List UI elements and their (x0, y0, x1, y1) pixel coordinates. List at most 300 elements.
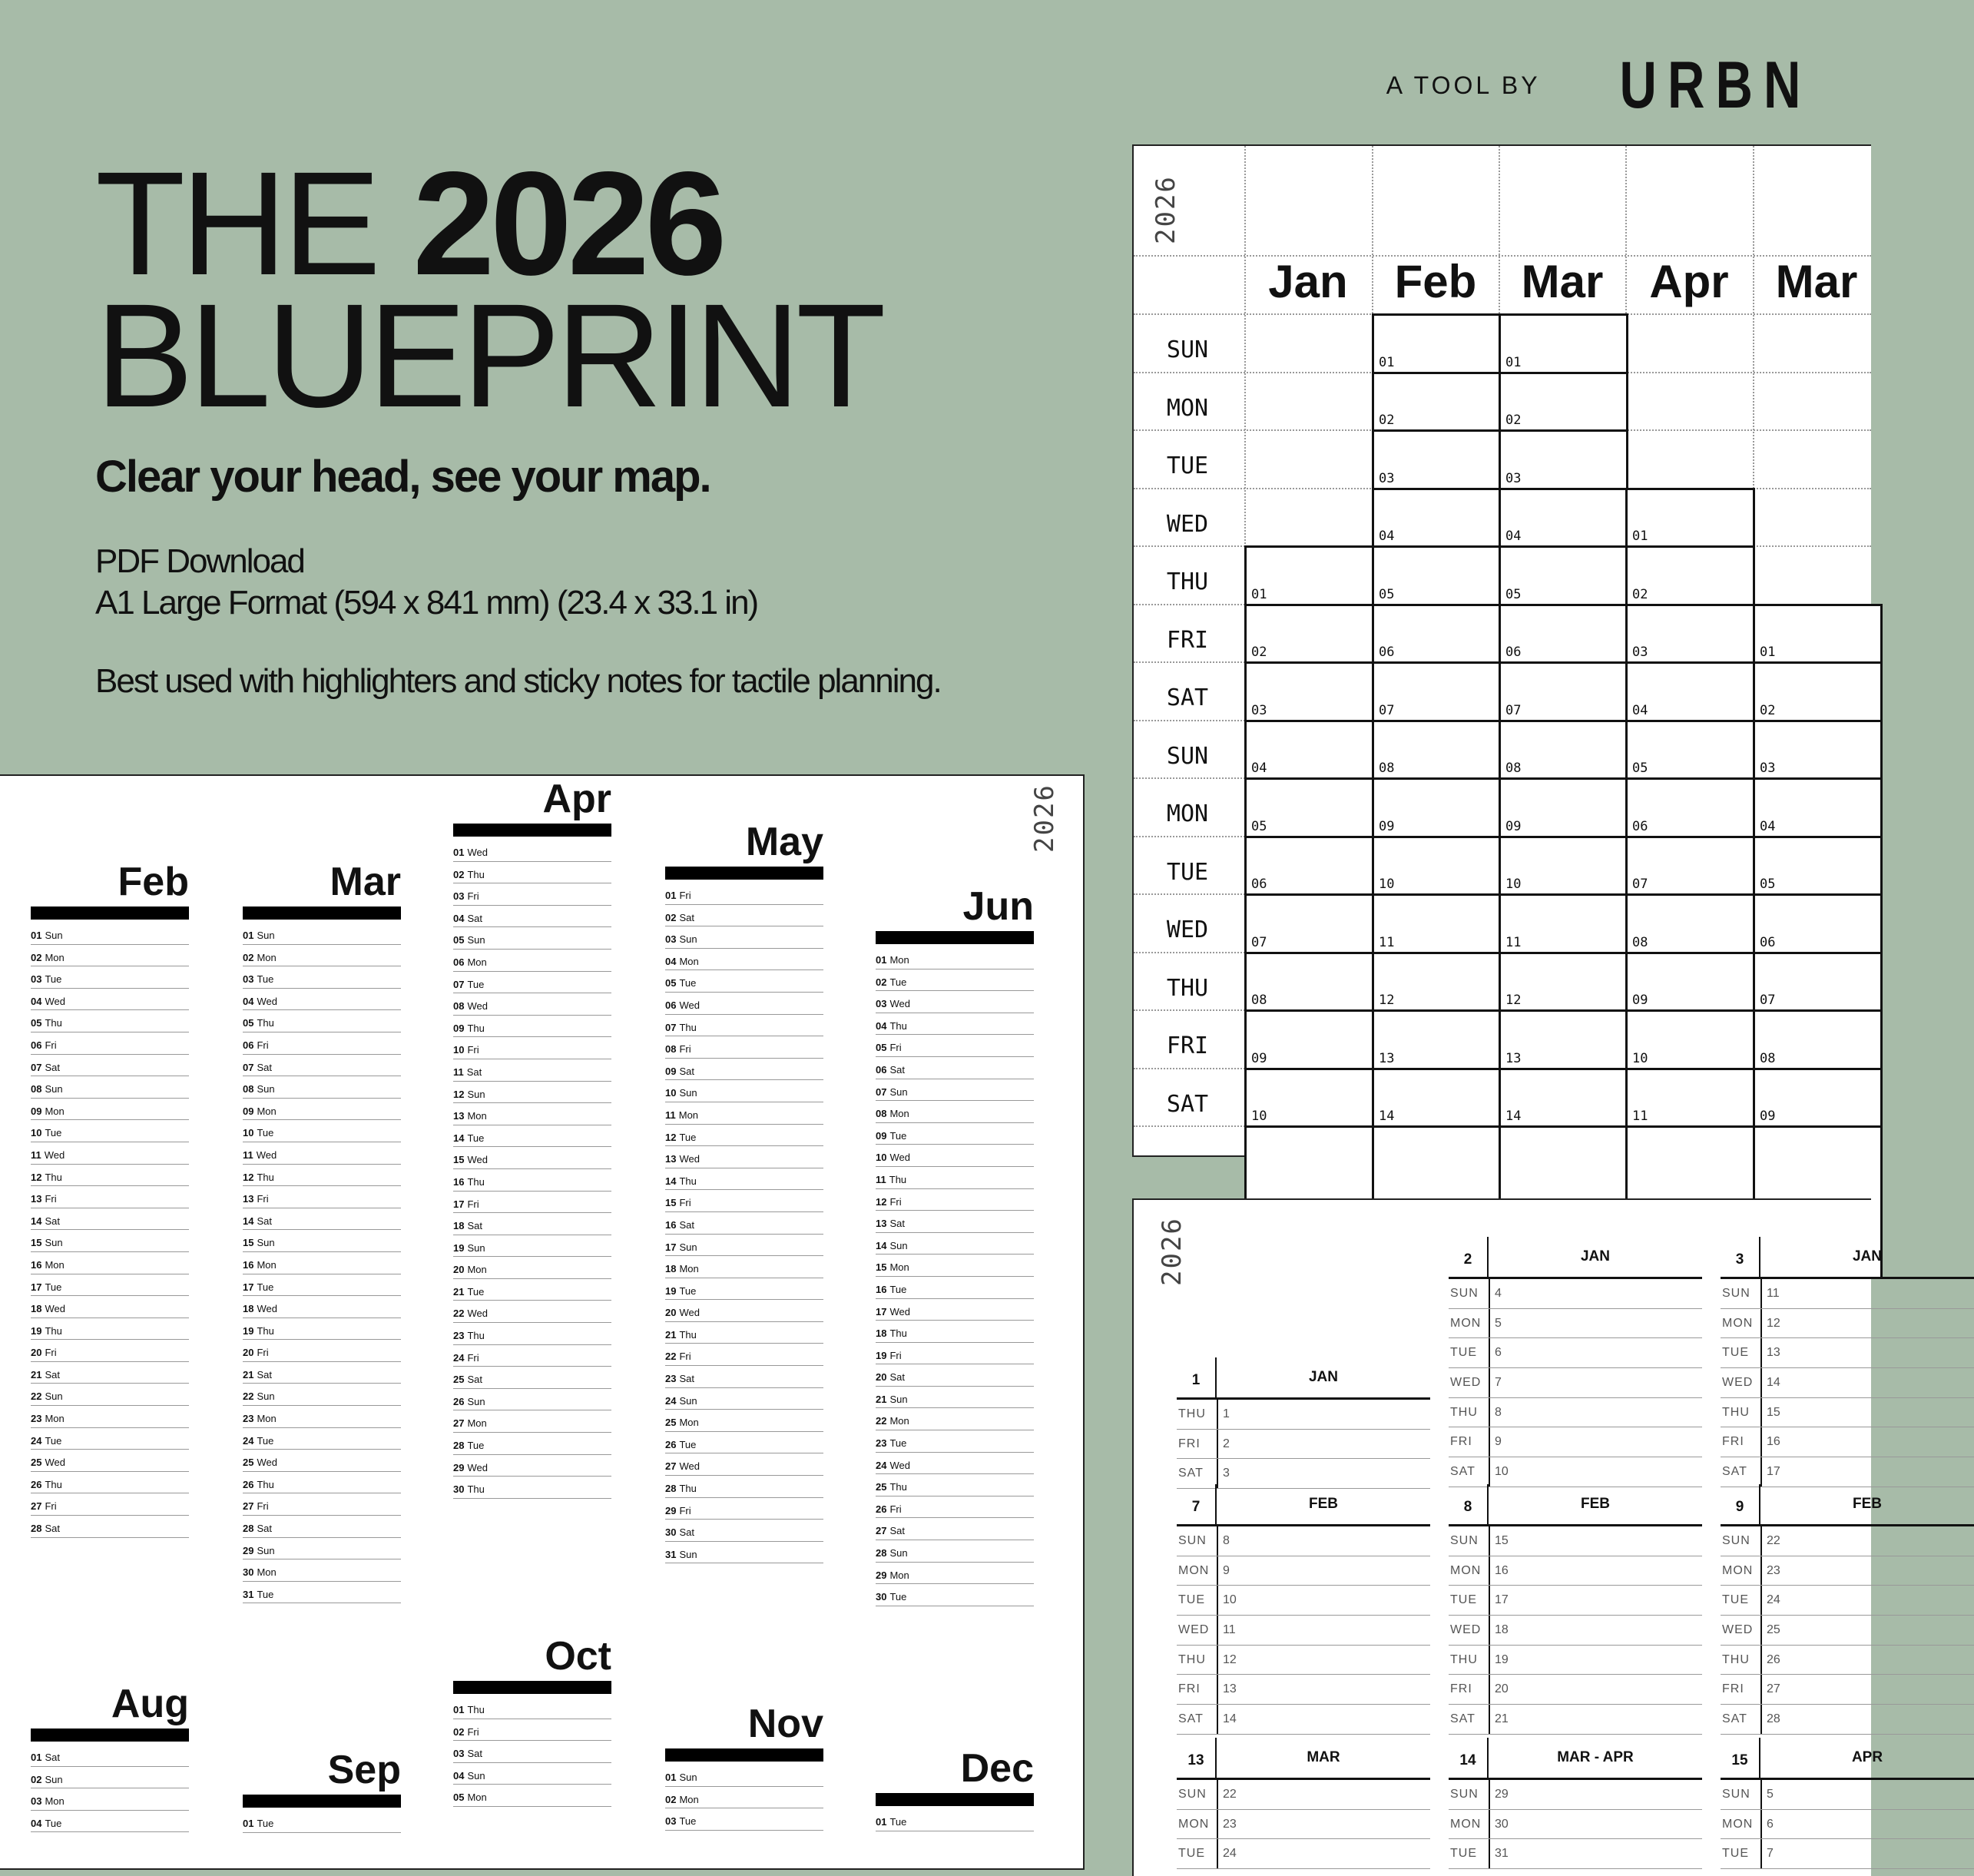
month-list-jun (876, 885, 1034, 1606)
weekday-label: SAT (1166, 684, 1209, 711)
grid-day-cell: 06 (1372, 604, 1502, 665)
day-row: 20 Sat (876, 1364, 1034, 1387)
week-day-row: WED 18 (1449, 1616, 1702, 1646)
week-day-row: TUE 17 (1449, 1586, 1702, 1616)
day-row: 05 Sun (453, 927, 611, 950)
grid-day-cell: 07 (1244, 893, 1374, 954)
week-block (1721, 1237, 1974, 1487)
day-row: 17 Wed (876, 1299, 1034, 1321)
grid-month-header: Jan (1268, 256, 1348, 307)
week-block (1449, 1484, 1702, 1735)
week-day-row: MON 6 (1721, 1810, 1974, 1840)
week-day-row: SAT 10 (1449, 1457, 1702, 1487)
day-row: 05 Mon (453, 1785, 611, 1807)
week-day-row: FRI 9 (1449, 1427, 1702, 1457)
day-row: 03 Sat (453, 1741, 611, 1763)
day-row: 22 Fri (665, 1344, 823, 1366)
day-row: 05 Thu (31, 1010, 189, 1032)
day-row: 13 Sat (876, 1211, 1034, 1233)
month-name: Sep (327, 1748, 401, 1792)
day-row: 26 Sun (453, 1389, 611, 1411)
week-day-row: THU 1 (1177, 1400, 1430, 1430)
week-header (1449, 1237, 1702, 1279)
grid-day-cell: 03 (1372, 429, 1502, 490)
grid-month-header: Mar (1775, 256, 1858, 307)
day-row: 14 Tue (453, 1125, 611, 1148)
day-row: 02 Mon (243, 945, 401, 967)
day-row: 07 Sun (876, 1079, 1034, 1102)
grid-day-cell: 04 (1499, 488, 1628, 549)
month-list-feb (31, 860, 189, 1538)
day-row: 02 Sat (665, 905, 823, 927)
day-row: 15 Mon (876, 1255, 1034, 1277)
day-row: 21 Thu (665, 1322, 823, 1344)
day-row: 14 Thu (665, 1168, 823, 1191)
day-row: 27 Fri (243, 1493, 401, 1516)
weekday-label: TUE (1166, 858, 1209, 886)
grid-day-cell: 02 (1244, 604, 1374, 665)
grid-day-cell: 08 (1244, 952, 1374, 1013)
day-row: 16 Thu (453, 1169, 611, 1192)
day-row: 09 Sat (665, 1059, 823, 1081)
brand-tagline: A TOOL BY (1386, 71, 1541, 99)
week-month: APR (1851, 1749, 1883, 1765)
week-day-row: TUE 6 (1449, 1338, 1702, 1368)
weekday-label: WED (1166, 510, 1209, 538)
week-block (1177, 1357, 1430, 1489)
day-row: 01 Sun (31, 923, 189, 945)
grid-day-cell: 03 (1753, 720, 1883, 781)
day-row: 08 Fri (665, 1036, 823, 1059)
week-month: FEB (1309, 1496, 1338, 1512)
month-name: Apr (542, 777, 611, 821)
month-list-sep (243, 1748, 401, 1833)
week-day-row: TUE 13 (1721, 1338, 1974, 1368)
week-day-row: TUE 24 (1721, 1586, 1974, 1616)
month-name: Aug (111, 1682, 189, 1726)
day-row: 09 Thu (453, 1016, 611, 1038)
week-header (1449, 1738, 1702, 1780)
week-day-row: FRI 27 (1721, 1675, 1974, 1705)
grid-day-cell: 04 (1244, 720, 1374, 781)
day-row: 29 Sun (243, 1538, 401, 1560)
day-row: 01 Sun (243, 923, 401, 945)
week-day-row: MON 16 (1449, 1556, 1702, 1586)
day-row: 13 Fri (31, 1186, 189, 1208)
day-row: 06 Fri (31, 1032, 189, 1055)
day-row: 11 Wed (31, 1142, 189, 1165)
week-header (1177, 1484, 1430, 1526)
day-row: 21 Sat (31, 1362, 189, 1384)
day-row: 29 Wed (453, 1455, 611, 1477)
grid-day-cell: 03 (1244, 661, 1374, 722)
day-row: 18 Mon (665, 1256, 823, 1278)
month-bar (876, 931, 1034, 944)
day-row: 12 Thu (243, 1165, 401, 1187)
weekday-label: FRI (1166, 1032, 1209, 1059)
day-row: 05 Thu (243, 1010, 401, 1032)
day-row: 01 Thu (453, 1697, 611, 1719)
day-row: 28 Tue (453, 1433, 611, 1455)
month-list-may (665, 820, 823, 1563)
day-row: 24 Wed (876, 1453, 1034, 1475)
day-row: 31 Tue (243, 1582, 401, 1604)
day-row: 11 Sat (453, 1059, 611, 1082)
month-bar (876, 1793, 1034, 1806)
week-day-row: SAT 17 (1721, 1457, 1974, 1487)
week-day-row: TUE 24 (1177, 1839, 1430, 1869)
day-row: 19 Thu (31, 1318, 189, 1341)
day-row: 07 Thu (665, 1015, 823, 1037)
month-name: Jun (962, 884, 1034, 929)
month-bar (243, 1795, 401, 1808)
weekday-label: SUN (1166, 742, 1209, 770)
day-row: 19 Fri (876, 1343, 1034, 1365)
weekly-calendar-preview (1132, 1198, 1883, 1876)
day-row: 13 Mon (453, 1103, 611, 1125)
day-row: 28 Sun (876, 1540, 1034, 1563)
grid-day-cell: 01 (1625, 488, 1755, 549)
day-row: 12 Tue (665, 1125, 823, 1147)
week-day-row: THU 8 (1449, 1398, 1702, 1428)
day-row: 02 Mon (665, 1787, 823, 1809)
grid-day-cell: 13 (1499, 1009, 1628, 1070)
grid-day-cell: 07 (1625, 836, 1755, 897)
usage-note: Best used with highlighters and sticky notes for tactile planning. (95, 662, 941, 700)
week-header (1721, 1237, 1974, 1279)
grid-day-cell: 05 (1499, 545, 1628, 606)
week-day-row: WED 11 (1177, 1616, 1430, 1646)
grid-day-cell: 07 (1753, 952, 1883, 1013)
day-row: 01 Fri (665, 883, 823, 905)
day-row: 08 Sun (243, 1076, 401, 1099)
grid-day-cell: 14 (1372, 1068, 1502, 1129)
day-row: 05 Tue (665, 970, 823, 993)
day-row: 29 Fri (665, 1498, 823, 1520)
weekly-year: 2026 (1157, 1217, 1187, 1286)
month-bar (665, 867, 823, 880)
day-row: 20 Fri (31, 1340, 189, 1362)
tagline: Clear your head, see your map. (95, 452, 710, 502)
day-row: 15 Fri (665, 1190, 823, 1212)
week-day-row: SUN 22 (1177, 1780, 1430, 1810)
day-row: 21 Sat (243, 1362, 401, 1384)
week-day-row: TUE 10 (1177, 1586, 1430, 1616)
day-row: 01 Sun (665, 1765, 823, 1787)
week-block (1449, 1237, 1702, 1487)
day-row: 10 Tue (243, 1120, 401, 1142)
day-row: 18 Sat (453, 1213, 611, 1235)
format-line-1: PDF Download (95, 542, 304, 580)
day-row: 09 Tue (876, 1123, 1034, 1145)
week-header (1177, 1738, 1430, 1780)
grid-day-cell: 10 (1244, 1068, 1374, 1129)
day-row: 14 Sat (31, 1208, 189, 1231)
day-row: 23 Mon (31, 1406, 189, 1428)
grid-month-header: Apr (1649, 256, 1729, 307)
day-row: 19 Sun (453, 1235, 611, 1258)
month-bar (243, 907, 401, 920)
day-row: 18 Wed (243, 1296, 401, 1318)
grid-day-cell: 04 (1625, 661, 1755, 722)
week-day-row: FRI 20 (1449, 1675, 1702, 1705)
grid-day-cell: 05 (1753, 836, 1883, 897)
week-number: 15 (1721, 1738, 1760, 1778)
day-row: 10 Tue (31, 1120, 189, 1142)
week-number: 3 (1721, 1237, 1760, 1277)
day-row: 08 Wed (453, 993, 611, 1016)
day-row: 23 Mon (243, 1406, 401, 1428)
grid-day-cell: 02 (1753, 661, 1883, 722)
day-row: 22 Sun (243, 1384, 401, 1406)
day-row: 24 Tue (31, 1428, 189, 1450)
week-day-row: MON 5 (1449, 1309, 1702, 1339)
day-row: 03 Tue (31, 966, 189, 989)
week-day-row: MON 9 (1177, 1556, 1430, 1586)
day-row: 17 Fri (453, 1192, 611, 1214)
day-row: 08 Mon (876, 1101, 1034, 1123)
day-row: 19 Thu (243, 1318, 401, 1341)
day-row: 01 Mon (876, 947, 1034, 969)
grid-day-cell: 01 (1372, 313, 1502, 374)
day-row: 03 Mon (31, 1788, 189, 1811)
day-row: 01 Sat (31, 1745, 189, 1767)
week-number: 1 (1177, 1357, 1217, 1397)
grid-day-cell: 09 (1753, 1068, 1883, 1129)
day-row: 30 Tue (876, 1584, 1034, 1606)
month-bar (31, 907, 189, 920)
day-row: 11 Thu (876, 1167, 1034, 1189)
week-header (1177, 1357, 1430, 1400)
day-row: 30 Sat (665, 1520, 823, 1542)
grid-day-cell: 06 (1753, 893, 1883, 954)
day-row: 01 Tue (243, 1811, 401, 1833)
day-row: 22 Sun (31, 1384, 189, 1406)
week-day-row: SUN 11 (1721, 1279, 1974, 1309)
week-day-row: SUN 29 (1449, 1780, 1702, 1810)
week-block (1721, 1484, 1974, 1735)
grid-year: 2026 (1151, 175, 1181, 244)
week-number: 13 (1177, 1738, 1217, 1778)
week-day-row: SUN 4 (1449, 1279, 1702, 1309)
day-row: 07 Tue (453, 972, 611, 994)
grid-day-cell: 01 (1244, 545, 1374, 606)
week-day-row: MON 30 (1449, 1810, 1702, 1840)
day-row: 11 Mon (665, 1102, 823, 1125)
day-row: 03 Wed (876, 991, 1034, 1013)
month-list-dec (876, 1747, 1034, 1831)
brand (1386, 48, 1811, 124)
day-row: 16 Mon (243, 1252, 401, 1274)
week-day-row: THU 15 (1721, 1398, 1974, 1428)
weekday-label: SUN (1166, 336, 1209, 363)
grid-day-cell: 06 (1244, 836, 1374, 897)
grid-day-cell: 06 (1499, 604, 1628, 665)
day-row: 06 Fri (243, 1032, 401, 1055)
month-list-apr (453, 777, 611, 1499)
day-row: 05 Fri (876, 1035, 1034, 1057)
day-row: 04 Mon (665, 949, 823, 971)
month-bar (665, 1748, 823, 1762)
grid-day-cell: 12 (1372, 952, 1502, 1013)
day-row: 14 Sun (876, 1233, 1034, 1255)
grid-day-cell: 10 (1499, 836, 1628, 897)
day-row: 10 Fri (453, 1037, 611, 1059)
day-row: 20 Fri (243, 1340, 401, 1362)
day-row: 25 Mon (665, 1410, 823, 1432)
day-row: 23 Thu (453, 1323, 611, 1345)
day-row: 26 Tue (665, 1432, 823, 1454)
week-day-row: TUE 7 (1721, 1839, 1974, 1869)
week-header (1721, 1484, 1974, 1526)
month-name: May (745, 820, 823, 864)
week-day-row: THU 26 (1721, 1646, 1974, 1675)
day-row: 12 Fri (876, 1189, 1034, 1211)
day-row: 13 Fri (243, 1186, 401, 1208)
weekday-label: SAT (1166, 1090, 1209, 1118)
day-row: 17 Tue (243, 1274, 401, 1297)
day-row: 28 Sat (243, 1516, 401, 1538)
month-name: Feb (118, 860, 189, 904)
grid-day-cell: 01 (1753, 604, 1883, 665)
grid-day-cell: 08 (1753, 1009, 1883, 1070)
day-row: 15 Wed (453, 1147, 611, 1169)
grid-month-header: Mar (1521, 256, 1604, 307)
title-year: 2026 (412, 141, 723, 306)
week-month: FEB (1853, 1496, 1882, 1512)
day-row: 02 Thu (453, 862, 611, 884)
week-header (1449, 1484, 1702, 1526)
week-day-row: WED 7 (1449, 1368, 1702, 1398)
title-line2: BLUEPRINT (95, 273, 882, 438)
day-row: 12 Thu (31, 1165, 189, 1187)
grid-day-cell: 07 (1499, 661, 1628, 722)
grid-day-cell: 10 (1625, 1009, 1755, 1070)
day-row: 02 Sun (31, 1767, 189, 1789)
week-month: MAR (1307, 1749, 1340, 1765)
month-list-mar (243, 860, 401, 1603)
day-row: 27 Fri (31, 1493, 189, 1516)
week-month: JAN (1852, 1248, 1882, 1264)
grid-day-cell: 04 (1372, 488, 1502, 549)
day-row: 16 Sat (665, 1212, 823, 1235)
day-row: 15 Sun (243, 1230, 401, 1252)
grid-day-cell: 13 (1372, 1009, 1502, 1070)
grid-day-cell: 11 (1499, 893, 1628, 954)
day-row: 25 Thu (876, 1474, 1034, 1496)
weekday-label: THU (1166, 568, 1209, 595)
week-day-row: MON 23 (1177, 1810, 1430, 1840)
day-row: 24 Tue (243, 1428, 401, 1450)
weekday-label: MON (1166, 800, 1209, 827)
day-row: 25 Sat (453, 1367, 611, 1389)
day-row: 04 Wed (31, 989, 189, 1011)
day-row: 24 Fri (453, 1345, 611, 1367)
day-row: 17 Tue (31, 1274, 189, 1297)
weekday-label: TUE (1166, 452, 1209, 479)
grid-day-cell: 05 (1625, 720, 1755, 781)
day-row: 22 Mon (876, 1408, 1034, 1430)
week-day-row: MON 12 (1721, 1309, 1974, 1339)
day-row: 27 Mon (453, 1410, 611, 1433)
week-day-row: FRI 13 (1177, 1675, 1430, 1705)
day-row: 09 Mon (243, 1099, 401, 1121)
week-header (1721, 1738, 1974, 1780)
grid-day-cell: 09 (1625, 952, 1755, 1013)
day-row: 04 Sat (453, 906, 611, 928)
week-number: 7 (1177, 1484, 1217, 1524)
week-day-row: SAT 3 (1177, 1459, 1430, 1489)
grid-day-cell: 08 (1625, 893, 1755, 954)
day-row: 28 Thu (665, 1476, 823, 1498)
week-block (1449, 1738, 1702, 1869)
day-row: 14 Sat (243, 1208, 401, 1231)
grid-day-cell: 09 (1372, 777, 1502, 838)
day-row: 03 Sun (665, 926, 823, 949)
grid-day-cell: 03 (1625, 604, 1755, 665)
day-row: 06 Mon (453, 950, 611, 972)
day-row: 28 Sat (31, 1516, 189, 1538)
day-row: 13 Wed (665, 1146, 823, 1168)
grid-day-cell: 02 (1372, 372, 1502, 433)
week-day-row: FRI 16 (1721, 1427, 1974, 1457)
day-row: 30 Mon (243, 1559, 401, 1582)
day-row: 17 Sun (665, 1235, 823, 1257)
day-row: 02 Mon (31, 945, 189, 967)
grid-day-cell: 07 (1372, 661, 1502, 722)
grid-day-cell: 02 (1625, 545, 1755, 606)
day-row: 02 Tue (876, 969, 1034, 992)
week-day-row: FRI 2 (1177, 1430, 1430, 1460)
list-year: 2026 (1029, 784, 1060, 853)
day-row: 16 Tue (876, 1277, 1034, 1299)
grid-day-cell: 11 (1625, 1068, 1755, 1129)
month-name: Mar (330, 860, 401, 904)
month-name: Nov (747, 1702, 823, 1746)
week-block (1177, 1738, 1430, 1869)
grid-day-cell: 09 (1499, 777, 1628, 838)
format-info (95, 541, 941, 624)
day-row: 30 Thu (453, 1477, 611, 1499)
day-row: 25 Wed (31, 1450, 189, 1472)
day-row: 21 Sun (876, 1387, 1034, 1409)
day-row: 12 Sun (453, 1082, 611, 1104)
day-row: 06 Wed (665, 993, 823, 1015)
day-row: 22 Wed (453, 1301, 611, 1323)
week-block (1721, 1738, 1974, 1869)
day-row: 01 Tue (876, 1809, 1034, 1831)
week-day-row: SUN 15 (1449, 1526, 1702, 1556)
day-row: 07 Sat (243, 1055, 401, 1077)
week-day-row: WED 14 (1721, 1368, 1974, 1398)
day-row: 10 Sun (665, 1080, 823, 1102)
day-row: 04 Thu (876, 1013, 1034, 1036)
grid-day-cell: 04 (1753, 777, 1883, 838)
week-day-row: WED 25 (1721, 1616, 1974, 1646)
format-line-2: A1 Large Format (594 x 841 mm) (23.4 x 33.1 in) (95, 584, 758, 621)
day-row: 19 Tue (665, 1278, 823, 1301)
grid-day-cell: 12 (1499, 952, 1628, 1013)
month-bar (453, 1681, 611, 1694)
day-row: 23 Sat (665, 1366, 823, 1388)
week-day-row: MON 23 (1721, 1556, 1974, 1586)
day-row: 26 Thu (243, 1472, 401, 1494)
day-row: 10 Wed (876, 1145, 1034, 1167)
day-row: 04 Wed (243, 989, 401, 1011)
week-number: 8 (1449, 1484, 1489, 1524)
day-row: 29 Mon (876, 1563, 1034, 1585)
weekday-label: WED (1166, 916, 1209, 943)
